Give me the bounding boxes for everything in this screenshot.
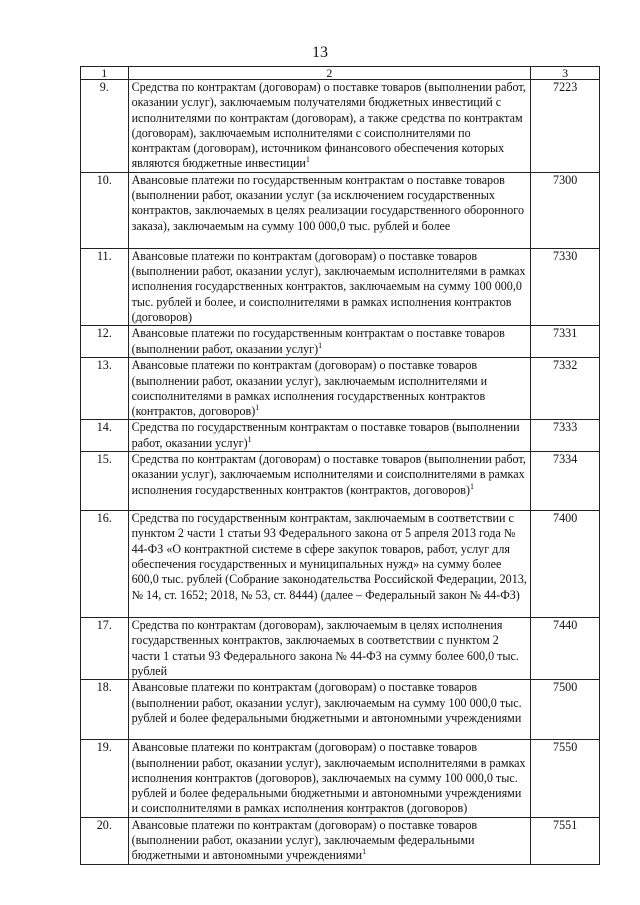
row-description-text: Средства по государственным контрактам, заключаемым в соответствии с пунктом 2 части 1 статьи 93 Федерального закона от 5 апреля 2013 года № 44-ФЗ «О контрактной системе в сфере закупок товаров, работ, услуг для обеспечения государственных и муниципальных нужд» на сумму более 600,0 тыс. рублей (Собрание законодательства Российской Федерации, 2013, № 14, ст. 1652; 2018, № 53, ст. 8444) (далее – Федеральный закон № 44-ФЗ) (131, 511, 527, 602)
table-row (81, 680, 600, 740)
footnote-marker: 1 (247, 434, 252, 444)
row-description-text: Авансовые платежи по контрактам (договорам) о поставке товаров (выполнении работ, оказании услуг), заключаемым на сумму 100 000,0 тыс. рублей и более федеральными бюджетными и автономными учреждениями (131, 680, 522, 725)
row-description-text: Средства по контрактам (договорам) о поставке товаров (выполнении работ, оказании услуг), заключаемым исполнителями и соисполнителями в рамках исполнения государственных контрактов (контрактов, договоров) (131, 452, 526, 497)
row-code: 7331 (531, 326, 600, 358)
table-row (81, 172, 600, 248)
row-description (128, 740, 531, 817)
row-description-text: Авансовые платежи по контрактам (договорам) о поставке товаров (выполнении работ, оказании услуг), заключаемым исполнителями в рамках исполнения контрактов (договоров), заключаемых на сумму 100 000,0 тыс. рублей и более федеральными бюджетными и автономными учреждениями и соисполнителями в рамках исполнения контрактов (договоров) (131, 740, 526, 816)
row-number: 9. (81, 80, 129, 173)
row-description-text: Авансовые платежи по государственным контрактам о поставке товаров (выполнении работ, оказании услуг (за исключением государственных контрактов, заключаемых в целях реализации государственного оборонного заказа), заключаемым на сумму 100 000,0 тыс. рублей и более (131, 172, 524, 233)
row-code: 7334 (531, 452, 600, 511)
row-number: 18. (81, 680, 129, 740)
table-row (81, 452, 600, 511)
row-description-text: Средства по государственным контрактам о поставке товаров (выполнении работ, оказании услуг) (131, 420, 520, 450)
footnote-marker: 1 (255, 403, 260, 413)
row-code: 7551 (531, 817, 600, 864)
row-description (128, 172, 531, 248)
row-number: 14. (81, 420, 129, 452)
row-number: 17. (81, 618, 129, 680)
table-row (81, 248, 600, 325)
footnote-marker: 1 (318, 340, 323, 350)
row-code: 7333 (531, 420, 600, 452)
footnote-marker: 1 (362, 847, 367, 857)
row-number: 19. (81, 740, 129, 817)
table-row (81, 511, 600, 618)
row-description-text: Средства по контрактам (договорам), заключаемым в целях исполнения государственных контрактов, заключаемых в соответствии с пунктом 2 части 1 статьи 93 Федерального закона № 44-ФЗ на сумму более 600,0 тыс. рублей (131, 618, 519, 678)
row-description (128, 248, 531, 325)
row-number: 12. (81, 326, 129, 358)
header-col-1: 1 (81, 67, 129, 80)
row-code: 7223 (531, 80, 600, 173)
row-description (128, 817, 531, 864)
row-description-text: Авансовые платежи по контрактам (договорам) о поставке товаров (выполнении работ, оказании услуг), заключаемым исполнителями в рамках исполнения государственных контрактов, заключаемым на сумму 100 000,0 тыс. рублей и более, и соисполнителями в рамках исполнения контрактов (договоров) (131, 248, 526, 324)
row-number: 13. (81, 358, 129, 420)
row-description-text: Авансовые платежи по государственным контрактам о поставке товаров (выполнении работ, оказании услуг) (131, 326, 505, 356)
budget-codes-table (80, 66, 600, 865)
footnote-marker: 1 (305, 155, 310, 165)
header-col-3: 3 (531, 67, 600, 80)
row-code: 7500 (531, 680, 600, 740)
row-description (128, 452, 531, 511)
table-row (81, 420, 600, 452)
table-header-row (81, 67, 600, 80)
row-number: 20. (81, 817, 129, 864)
row-code: 7330 (531, 248, 600, 325)
row-code: 7440 (531, 618, 600, 680)
row-code: 7300 (531, 172, 600, 248)
row-description-text: Авансовые платежи по контрактам (договорам) о поставке товаров (выполнении работ, оказании услуг), заключаемым исполнителями и соисполнителями в рамках исполнения государственных контрактов (контрактов, договоров) (131, 358, 488, 419)
row-description (128, 358, 531, 420)
table-row (81, 326, 600, 358)
row-code: 7550 (531, 740, 600, 817)
row-code: 7400 (531, 511, 600, 618)
row-code: 7332 (531, 358, 600, 420)
row-description (128, 618, 531, 680)
table-row (81, 740, 600, 817)
table-row (81, 618, 600, 680)
row-description (128, 511, 531, 618)
footnote-marker: 1 (470, 481, 474, 491)
table-row (81, 817, 600, 864)
row-description (128, 680, 531, 740)
row-description (128, 326, 531, 358)
table-body (81, 80, 600, 865)
row-number: 10. (81, 172, 129, 248)
page-number: 13 (312, 44, 328, 61)
table-row (81, 358, 600, 420)
row-description-text: Авансовые платежи по контрактам (договорам) о поставке товаров (выполнении работ, оказании услуг), заключаемым федеральными бюджетными и автономными учреждениями (131, 817, 478, 863)
row-description (128, 420, 531, 452)
row-number: 16. (81, 511, 129, 618)
row-number: 11. (81, 248, 129, 325)
row-description-text: Средства по контрактам (договорам) о поставке товаров (выполнении работ, оказании услуг), заключаемым получателями бюджетных инвестиций с исполнителями по контрактам (договорам), а также средства по контрактам (договорам), заключаемым исполнителями с соисполнителями по контрактам (договорам), источником финансового обеспечения которых являются бюджетные инвестиции (131, 80, 526, 171)
row-description (128, 80, 531, 173)
header-col-2: 2 (128, 67, 531, 80)
table-row (81, 80, 600, 173)
row-number: 15. (81, 452, 129, 511)
